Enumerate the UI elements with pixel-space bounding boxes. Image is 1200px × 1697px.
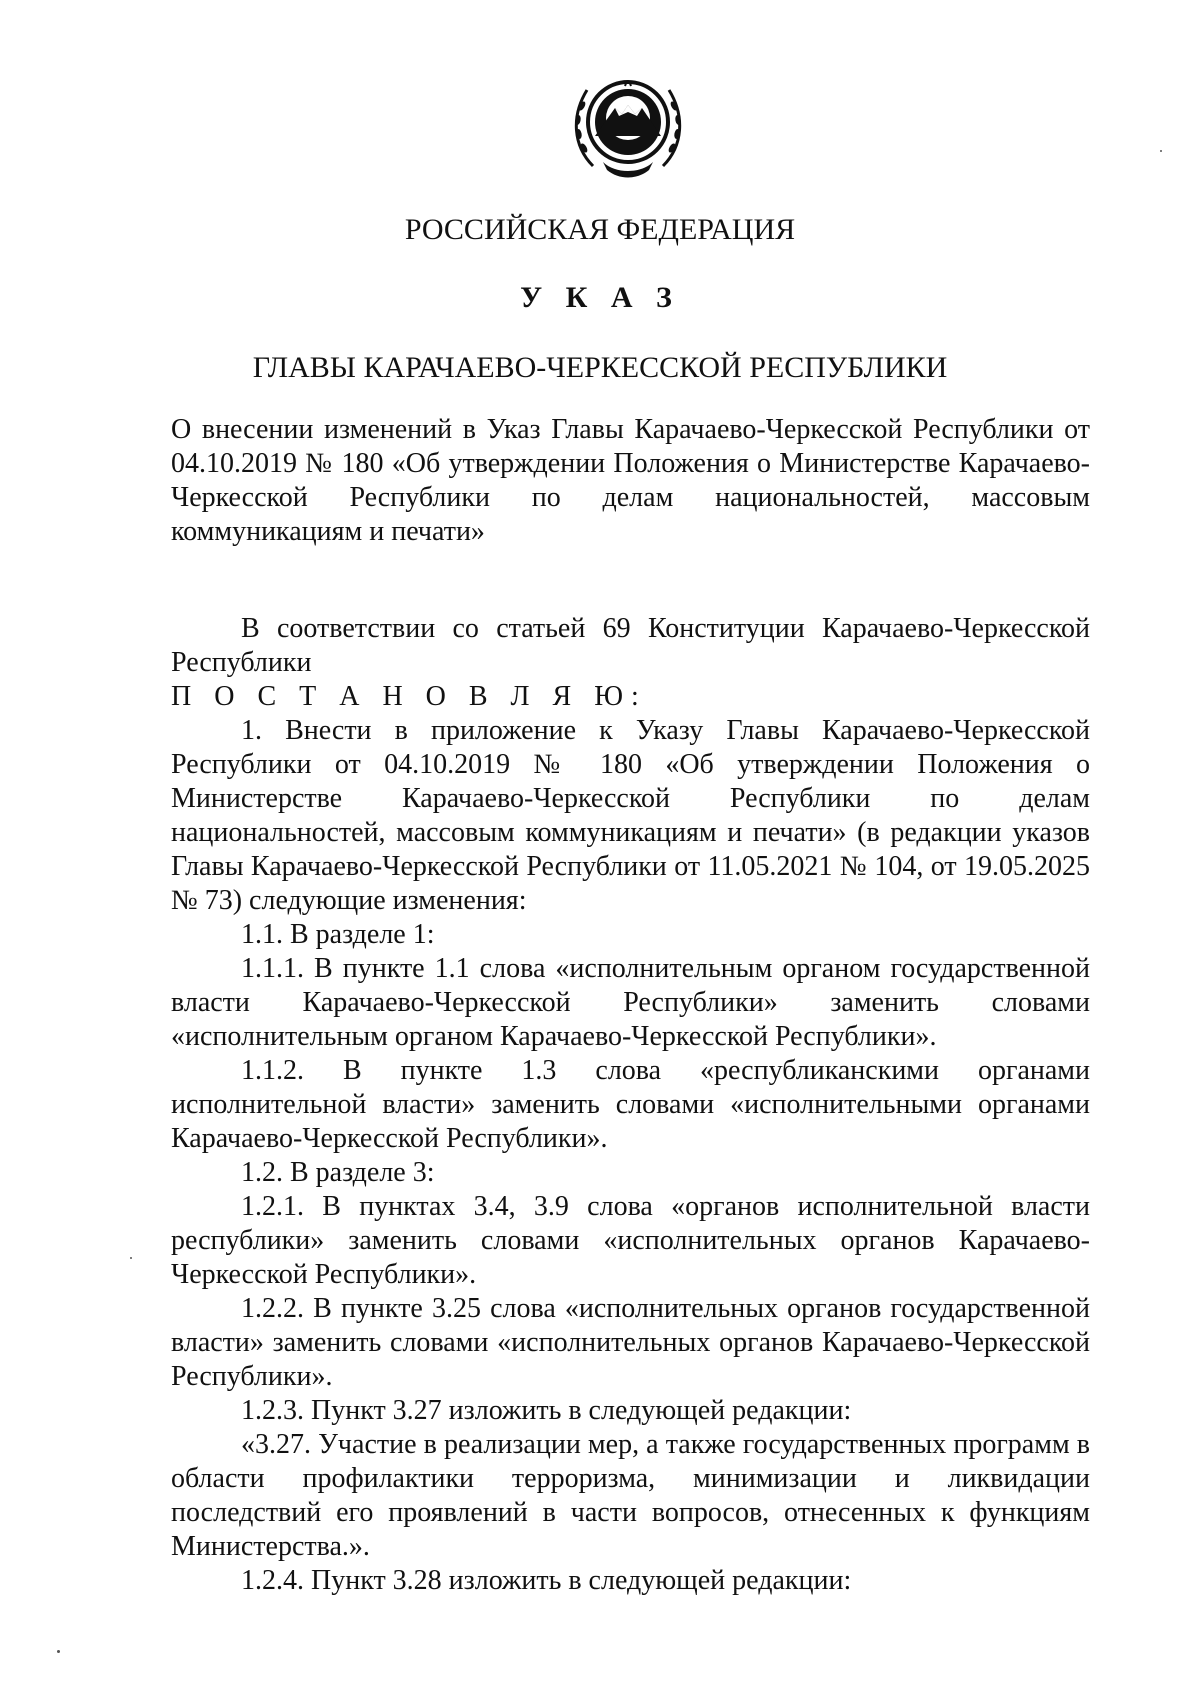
decree-word: П О С Т А Н О В Л Я Ю: — [171, 681, 647, 712]
paragraph-1-1-2: 1.1.2. В пункте 1.3 слова «республиканскими органами исполнительной власти» заменить словами «исполнительными органами Карачаево-Черкесской Республики». — [171, 1055, 1090, 1154]
country-heading: РОССИЙСКАЯ ФЕДЕРАЦИЯ — [404, 213, 796, 246]
scan-speck — [130, 1257, 132, 1259]
paragraph-1-2-3: 1.2.3. Пункт 3.27 изложить в следующей редакции: — [241, 1395, 852, 1426]
document-type-heading: У К А З — [520, 281, 680, 314]
document-title: О внесении изменений в Указ Главы Карачаево-Черкесской Республики от 04.10.2019 № 180 «Об утверждении Положения о Министерстве Карачаево-Черкесской Республики по делам национальностей, массовым коммуникациям и печати» — [171, 414, 1090, 547]
paragraph-1: 1. Внести в приложение к Указу Главы Карачаево-Черкесской Республики от 04.10.2019 № 180 «Об утверждении Положения о Министерстве Карачаево-Черкесской Республики по делам национальностей, массовым коммуникациям и печати» (в редакции указов Главы Карачаево-Черкесской Республики от 11.05.2021 № 104, от 19.05.2025 № 73) следующие изменения: — [171, 715, 1090, 916]
quoted-clause-3-27: «3.27. Участие в реализации мер, а также государственных программ в области профилактики терроризма, минимизации и ликвидации последствий его проявлений в части вопросов, отнесенных к функциям Министерства.». — [171, 1429, 1090, 1562]
issuing-authority-heading: ГЛАВЫ КАРАЧАЕВО-ЧЕРКЕССКОЙ РЕСПУБЛИКИ — [252, 351, 948, 384]
paragraph-1-2-2: 1.2.2. В пункте 3.25 слова «исполнительных органов государственной власти» заменить словами «исполнительных органов Карачаево-Черкесской Республики». — [171, 1293, 1090, 1392]
document-body — [171, 612, 1090, 1598]
paragraph-1-2: 1.2. В разделе 3: — [241, 1157, 435, 1188]
paragraph-1-1-1: 1.1.1. В пункте 1.1 слова «исполнительным органом государственной власти Карачаево-Черкесской Республики» заменить словами «исполнительным органом Карачаево-Черкесской Республики». — [171, 953, 1090, 1052]
scan-speck — [57, 1650, 60, 1653]
coat-of-arms-emblem — [565, 62, 691, 188]
paragraph-1-2-1: 1.2.1. В пунктах 3.4, 3.9 слова «органов исполнительной власти республики» заменить словами «исполнительных органов Карачаево-Черкесской Республики». — [171, 1191, 1090, 1290]
paragraph-1-1: 1.1. В разделе 1: — [241, 919, 435, 950]
scan-speck — [1160, 150, 1162, 152]
preamble: В соответствии со статьей 69 Конституции Карачаево-Черкесской Республики — [171, 613, 1090, 678]
paragraph-1-2-4: 1.2.4. Пункт 3.28 изложить в следующей редакции: — [241, 1565, 852, 1596]
